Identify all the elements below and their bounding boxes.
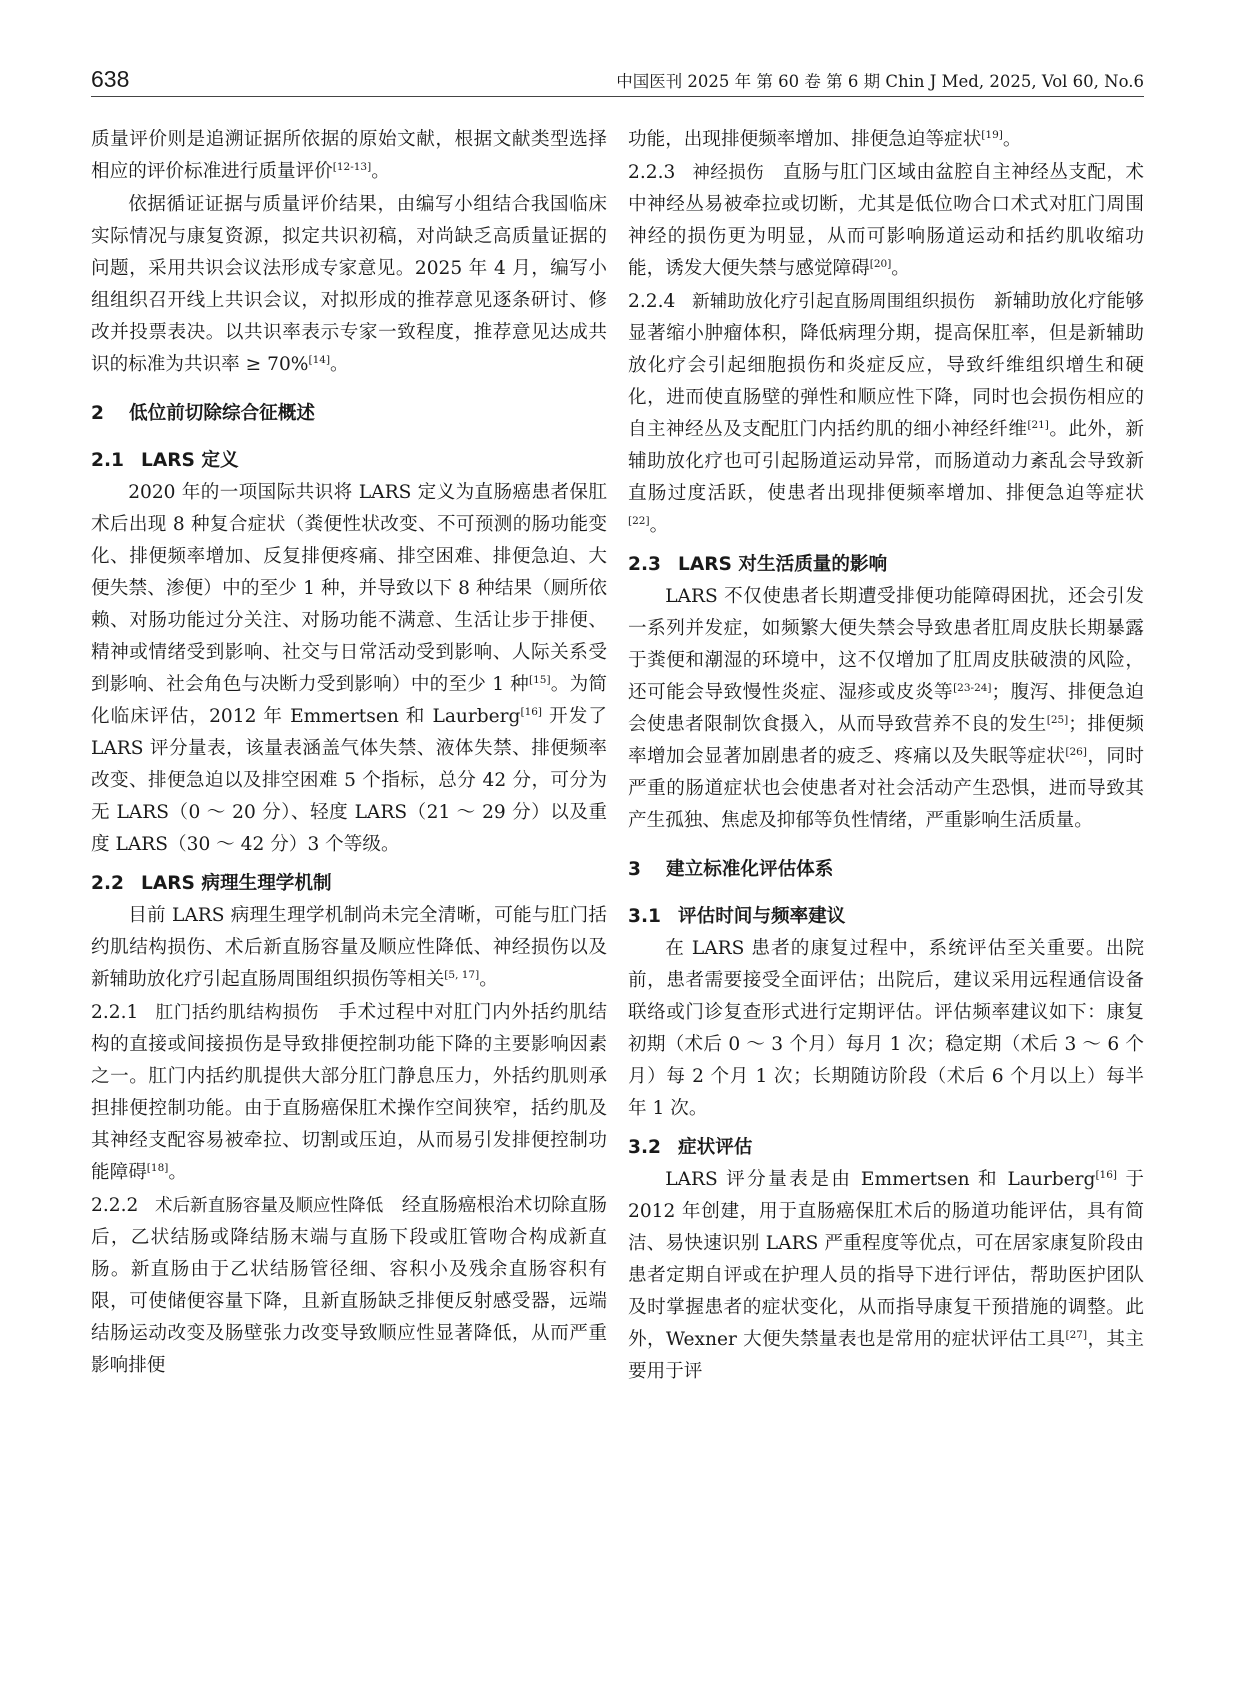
citation: [20]: [869, 258, 892, 270]
citation: [25]: [1046, 714, 1069, 726]
subsection-heading: 2.2 LARS 病理生理学机制: [91, 873, 332, 894]
subsection-heading: 3.1 评估时间与频率建议: [628, 906, 846, 927]
paragraph: 质量评价则是追溯证据所依据的原始文献，根据文献类型选择相应的评价标准进行质量评价[12-13]。: [91, 129, 607, 182]
paragraph: 在 LARS 患者的康复过程中，系统评估至关重要。出院前，患者需要接受全面评估；出院后，建议采用远程通信设备联络或门诊复查形式进行定期评估。评估频率建议如下：康复初期（术后 0 ～ 3 个月）每月 1 次；稳定期（术后 3 ～ 6 个月）每 2 个月 1 次；长期随访阶段（术后 6 个月以上）每半年 1 次。: [628, 938, 1144, 1119]
paragraph: 2.2.2 术后新直肠容量及顺应性降低 经直肠癌根治术切除直肠后，乙状结肠或降结肠末端与直肠下段或肛管吻合构成新直肠。新直肠由于乙状结肠管径细、容积小及残余直肠容积有限，可使储便容量下降，且新直肠缺乏排便反射感受器，远端结肠运动改变及肠壁张力改变导致顺应性显著降低，从而严重影响排便: [91, 1195, 607, 1376]
citation: [14]: [308, 354, 331, 366]
subsection-heading: 2.3 LARS 对生活质量的影响: [628, 554, 888, 575]
citation: [15]: [528, 674, 551, 686]
page-number: 638: [91, 66, 130, 92]
citation: [16]: [1095, 1169, 1118, 1181]
section-heading: 2 低位前切除综合征概述: [91, 403, 315, 424]
paragraph: 2.2.1 肛门括约肌结构损伤 手术过程中对肛门内外括约肌结构的直接或间接损伤是导致排便控制功能下降的主要影响因素之一。肛门内括约肌提供大部分肛门静息压力，外括约肌则承担排便控制功能。由于直肠癌保肛术操作空间狭窄，括约肌及其神经支配容易被牵拉、切割或压迫，从而易引发排便控制功能障碍[18]。: [91, 1002, 607, 1183]
section-heading: 3 建立标准化评估体系: [628, 859, 834, 880]
subsubsection-title: 肛门括约肌结构损伤: [155, 1003, 319, 1023]
citation: [12-13]: [332, 161, 372, 173]
citation: [5, 17]: [444, 969, 480, 981]
paragraph: 2020 年的一项国际共识将 LARS 定义为直肠癌患者保肛术后出现 8 种复合症状（粪便性状改变、不可预测的肠功能变化、排便频率增加、反复排便疼痛、排空困难、排便急迫、大便失禁、渗便）中的至少 1 种，并导致以下 8 种结果（厕所依赖、对肠功能过分关注、对肠功能不满意、生活让步于排便、精神或情绪受到影响、社交与日常活动受到影响、人际关系受到影响、社会角色与决断力受到影响）中的至少 1 种[15]。为简化临床评估，2012 年 Emmertsen 和 Laurberg[16] 开发了 LARS 评分量表，该量表涵盖气体失禁、液体失禁、排便频率改变、排便急迫以及排空困难 5 个指标，总分 42 分，可分为无 LARS（0 ～ 20 分）、轻度 LARS（21 ～ 29 分）以及重度 LARS（30 ～ 42 分）3 个等级。: [91, 482, 607, 855]
paragraph: 功能，出现排便频率增加、排便急迫等症状[19]。: [628, 129, 1022, 150]
page-header: [91, 66, 1144, 94]
citation: [23-24]: [953, 682, 992, 694]
paragraph: LARS 不仅使患者长期遭受排便功能障碍困扰，还会引发一系列并发症，如频繁大便失禁会导致患者肛周皮肤长期暴露于粪便和潮湿的环境中，这不仅增加了肛周皮肤破溃的风险，还可能会导致慢性炎症、湿疹或皮炎等[23-24]；腹泻、排便急迫会使患者限制饮食摄入，从而导致营养不良的发生[25]；排便频率增加会显著加剧患者的疲乏、疼痛以及失眠等症状[26]，同时严重的肠道症状也会使患者对社会活动产生恐惧，进而导致其产生孤独、焦虑及抑郁等负性情绪，严重影响生活质量。: [628, 586, 1144, 831]
subsection-heading: 3.2 症状评估: [628, 1137, 753, 1158]
paragraph: 目前 LARS 病理生理学机制尚未完全清晰，可能与肛门括约肌结构损伤、术后新直肠容量及顺应性降低、神经损伤以及新辅助放化疗引起直肠周围组织损伤等相关[5, 17]。: [91, 905, 607, 990]
citation: [21]: [1027, 419, 1049, 431]
left-column: [91, 124, 607, 1383]
header-rule: [91, 96, 1144, 97]
citation: [16]: [520, 706, 543, 718]
subsubsection-title: 术后新直肠容量及顺应性降低: [155, 1196, 384, 1216]
subsubsection-title: 神经损伤: [692, 163, 765, 183]
citation: [27]: [1065, 1329, 1088, 1341]
citation: [22]: [628, 515, 650, 527]
subsubsection-title: 新辅助放化疗引起直肠周围组织损伤: [692, 292, 976, 312]
citation: [26]: [1065, 746, 1087, 758]
paragraph: 依据循证证据与质量评价结果，由编写小组结合我国临床实际情况与康复资源，拟定共识初稿，对尚缺乏高质量证据的问题，采用共识会议法形成专家意见。2025 年 4 月，编写小组组织召开线上共识会议，对拟形成的推荐意见逐条研讨、修改并投票表决。以共识率表示专家一致程度，推荐意见达成共识的标准为共识率 ≥ 70%[14]。: [91, 194, 607, 375]
citation: [18]: [146, 1162, 169, 1174]
paragraph: LARS 评分量表是由 Emmertsen 和 Laurberg[16] 于 2012 年创建，用于直肠癌保肛术后的肠道功能评估，具有简洁、易快速识别 LARS 严重程度等优点，可在居家康复阶段由患者定期自评或在护理人员的指导下进行评估，帮助医护团队及时掌握患者的症状变化，从而指导康复干预措施的调整。此外，Wexner 大便失禁量表也是常用的症状评估工具[27]，其主要用于评: [628, 1169, 1144, 1382]
citation: [19]: [981, 129, 1003, 141]
paragraph: 2.2.4 新辅助放化疗引起直肠周围组织损伤 新辅助放化疗能够显著缩小肿瘤体积，降低病理分期，提高保肛率，但是新辅助放化疗会引起细胞损伤和炎症反应，导致纤维组织增生和硬化，进而使直肠壁的弹性和顺应性下降，同时也会损伤相应的自主神经丛及支配肛门内括约肌的细小神经纤维[21]。此外，新辅助放化疗也可引起肠道运动异常，而肠道动力紊乱会导致新直肠过度活跃，使患者出现排便频率增加、排便急迫等症状[22]。: [628, 291, 1144, 536]
running-title: 中国医刊 2025 年 第 60 卷 第 6 期 Chin J Med, 2025, Vol 60, No.6: [616, 72, 1144, 91]
right-column: [628, 124, 1144, 1389]
paragraph: 2.2.3 神经损伤 直肠与肛门区域由盆腔自主神经丛支配，术中神经丛易被牵拉或切断，尤其是低位吻合口术式对肛门周围神经的损伤更为明显，从而可影响肠道运动和括约肌收缩功能，诱发大便失禁与感觉障碍[20]。: [628, 162, 1144, 279]
subsection-heading: 2.1 LARS 定义: [91, 450, 239, 471]
